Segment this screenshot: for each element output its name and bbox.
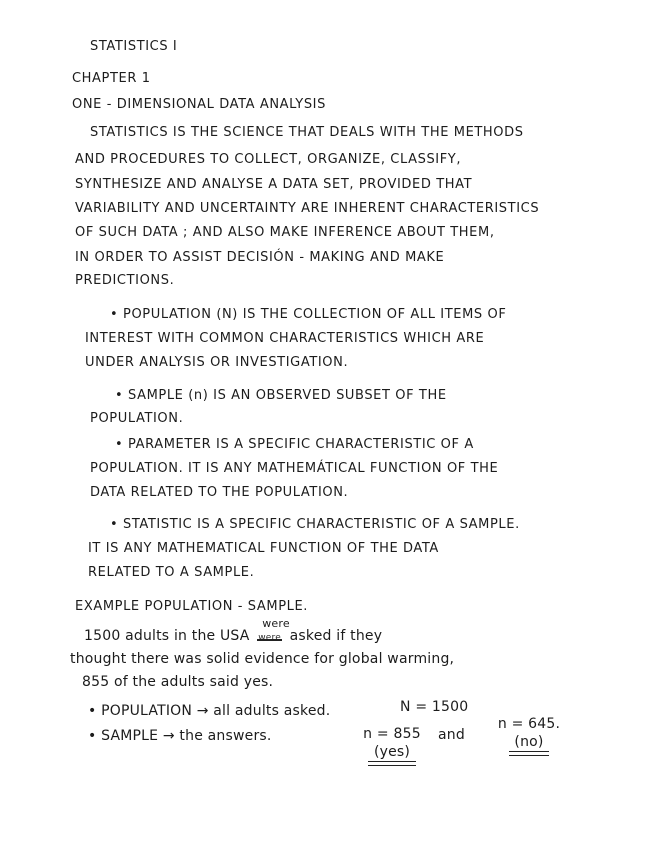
example-title: EXAMPLE POPULATION - SAMPLE. — [75, 599, 309, 614]
statistic-definition-line: IT IS ANY MATHEMATICAL FUNCTION OF THE DATA — [88, 541, 439, 556]
yes-underline — [368, 761, 416, 762]
intro-line: OF SUCH DATA ; AND ALSO MAKE INFERENCE ABOUT THEM, — [75, 225, 495, 240]
population-definition-line: UNDER ANALYSIS OR INVESTIGATION. — [85, 355, 349, 370]
intro-line: STATISTICS IS THE SCIENCE THAT DEALS WITH THE METHODS — [90, 125, 524, 140]
population-count: N = 1500 — [400, 699, 469, 715]
example-line-3: 855 of the adults said yes. — [82, 674, 274, 690]
sample-definition-line: POPULATION. — [90, 411, 184, 426]
sample-yes-count: n = 855 — [363, 726, 421, 742]
example-line-1-end: asked if they — [289, 628, 383, 644]
parameter-definition-line: DATA RELATED TO THE POPULATION. — [90, 485, 349, 500]
parameter-definition-line: • PARAMETER IS A SPECIFIC CHARACTERISTIC OF A — [115, 437, 474, 452]
example-sample-line: • SAMPLE → the answers. — [88, 728, 272, 744]
intro-line: SYNTHESIZE AND ANALYSE A DATA SET, PROVIDED THAT — [75, 177, 473, 192]
no-underline — [509, 755, 549, 756]
statistic-definition-line: RELATED TO A SAMPLE. — [88, 565, 255, 580]
intro-line: IN ORDER TO ASSIST DECISIÓN - MAKING AND MAKE — [75, 250, 445, 265]
sample-no-group — [486, 716, 572, 756]
parameter-definition-line: POPULATION. IT IS ANY MATHEMÁTICAL FUNCTION OF THE — [90, 461, 499, 476]
yes-note: (yes) — [373, 744, 411, 760]
intro-line: VARIABILITY AND UNCERTAINTY ARE INHERENT CHARACTERISTICS — [75, 201, 540, 216]
population-definition-line: • POPULATION (N) IS THE COLLECTION OF ALL ITEMS OF — [110, 307, 507, 322]
no-underline — [509, 751, 549, 752]
and-word: and — [438, 727, 465, 743]
example-line-1-start: 1500 adults in the USA — [84, 628, 250, 644]
course-title: STATISTICS I — [90, 39, 178, 54]
sample-no-count: n = 645. — [497, 716, 561, 732]
example-population-line: • POPULATION → all adults asked. — [88, 703, 331, 719]
example-line-1 — [84, 617, 383, 647]
statistic-definition-line: • STATISTIC IS A SPECIFIC CHARACTERISTIC OF A SAMPLE. — [110, 517, 520, 532]
sample-definition-line: • SAMPLE (n) IS AN OBSERVED SUBSET OF THE — [115, 388, 447, 403]
sample-yes-group — [352, 726, 432, 766]
no-note: (no) — [514, 734, 544, 750]
intro-line: PREDICTIONS. — [75, 273, 175, 288]
example-line-2: thought there was solid evidence for global warming, — [70, 651, 455, 667]
intro-line: AND PROCEDURES TO COLLECT, ORGANIZE, CLASSIFY, — [75, 152, 462, 167]
struck-word: were — [258, 633, 281, 643]
chapter-title: CHAPTER 1 — [72, 71, 151, 86]
correction — [258, 617, 290, 647]
inserted-word: were — [262, 617, 290, 630]
population-definition-line: INTEREST WITH COMMON CHARACTERISTICS WHICH ARE — [85, 331, 485, 346]
topic-title: ONE - DIMENSIONAL DATA ANALYSIS — [72, 97, 326, 112]
yes-underline — [368, 765, 416, 766]
